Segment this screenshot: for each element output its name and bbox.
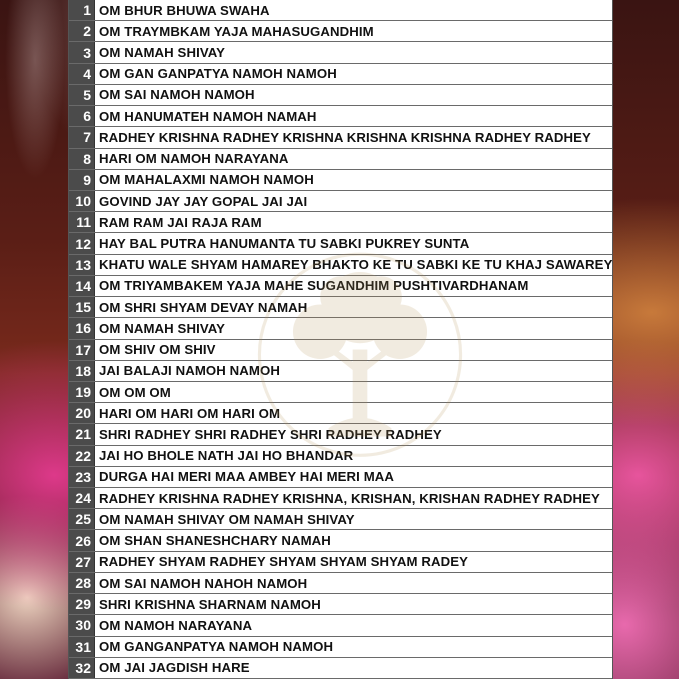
table-row (69, 64, 612, 85)
row-number: 4 (69, 64, 95, 84)
mantra-text: HARI OM HARI OM HARI OM (99, 405, 281, 421)
table-row (69, 42, 612, 63)
table-row (69, 149, 612, 170)
row-number: 22 (69, 446, 95, 466)
table-row (69, 509, 612, 530)
mantra-text: JAI HO BHOLE NATH JAI HO BHANDAR (99, 448, 354, 464)
row-number: 7 (69, 127, 95, 147)
row-number: 6 (69, 106, 95, 126)
row-number: 10 (69, 191, 95, 211)
mantra-text: SHRI KRISHNA SHARNAM NAMOH (99, 596, 321, 612)
table-row (69, 382, 612, 403)
mantra-text: OM SHIV OM SHIV (99, 342, 216, 358)
table-row (69, 488, 612, 509)
table-row (69, 530, 612, 551)
row-number: 5 (69, 85, 95, 105)
mantra-text: OM NAMAH SHIVAY (99, 320, 226, 336)
table-row (69, 21, 612, 42)
mantra-text: OM NAMAH SHIVAY OM NAMAH SHIVAY (99, 511, 355, 527)
row-number: 27 (69, 552, 95, 572)
table-row (69, 85, 612, 106)
table-row (69, 212, 612, 233)
table-row (69, 255, 612, 276)
table-row (69, 658, 612, 679)
table-row (69, 424, 612, 445)
table-row (69, 127, 612, 148)
mantra-text: RADHEY KRISHNA RADHEY KRISHNA, KRISHAN, KRISHAN RADHEY RADHEY (99, 490, 600, 506)
mantra-text: JAI BALAJI NAMOH NAMOH (99, 363, 280, 379)
mantra-text: GOVIND JAY JAY GOPAL JAI JAI (99, 193, 308, 209)
row-number: 20 (69, 403, 95, 423)
row-number: 24 (69, 488, 95, 508)
row-number: 18 (69, 361, 95, 381)
table-row (69, 615, 612, 636)
row-number: 17 (69, 340, 95, 360)
row-number: 2 (69, 21, 95, 41)
table-row (69, 106, 612, 127)
row-number: 31 (69, 637, 95, 657)
table-row (69, 340, 612, 361)
row-number: 25 (69, 509, 95, 529)
row-number: 12 (69, 233, 95, 253)
mantra-text: RADHEY SHYAM RADHEY SHYAM SHYAM SHYAM RADEY (99, 554, 468, 570)
table-row (69, 552, 612, 573)
mantra-text: HAY BAL PUTRA HANUMANTA TU SABKI PUKREY SUNTA (99, 236, 470, 252)
row-number: 13 (69, 255, 95, 275)
mantra-text: HARI OM NAMOH NARAYANA (99, 151, 289, 167)
mantra-text: OM JAI JAGDISH HARE (99, 660, 250, 676)
table-row (69, 276, 612, 297)
row-number: 11 (69, 212, 95, 232)
table-row (69, 318, 612, 339)
row-number: 15 (69, 297, 95, 317)
table-row (69, 594, 612, 615)
mantra-text: OM SHAN SHANESHCHARY NAMAH (99, 533, 331, 549)
mantra-text: DURGA HAI MERI MAA AMBEY HAI MERI MAA (99, 469, 395, 485)
row-number: 8 (69, 149, 95, 169)
table-row (69, 467, 612, 488)
table-row (69, 361, 612, 382)
table-row (69, 233, 612, 254)
mantra-list-table (68, 0, 613, 679)
mantra-text: RADHEY KRISHNA RADHEY KRISHNA KRISHNA KRISHNA RADHEY RADHEY (99, 129, 591, 145)
row-number: 28 (69, 573, 95, 593)
mantra-text: OM TRAYMBKAM YAJA MAHASUGANDHIM (99, 23, 374, 39)
row-number: 32 (69, 658, 95, 678)
mantra-text: OM SHRI SHYAM DEVAY NAMAH (99, 299, 308, 315)
table-row (69, 0, 612, 21)
mantra-text: OM GANGANPATYA NAMOH NAMOH (99, 639, 334, 655)
table-row (69, 403, 612, 424)
mantra-text: KHATU WALE SHYAM HAMAREY BHAKTO KE TU SABKI KE TU KHAJ SAWAREY (99, 257, 612, 273)
table-row (69, 446, 612, 467)
row-number: 1 (69, 0, 95, 20)
mantra-text: OM HANUMATEH NAMOH NAMAH (99, 108, 317, 124)
row-number: 16 (69, 318, 95, 338)
mantra-text: OM SAI NAMOH NAHOH NAMOH (99, 575, 308, 591)
row-number: 9 (69, 170, 95, 190)
mantra-text: OM OM OM (99, 384, 171, 400)
row-number: 21 (69, 424, 95, 444)
row-number: 23 (69, 467, 95, 487)
mantra-text: OM BHUR BHUWA SWAHA (99, 2, 270, 18)
mantra-text: OM GAN GANPATYA NAMOH NAMOH (99, 66, 337, 82)
row-number: 19 (69, 382, 95, 402)
table-row (69, 191, 612, 212)
row-number: 29 (69, 594, 95, 614)
mantra-text: OM MAHALAXMI NAMOH NAMOH (99, 172, 314, 188)
table-row (69, 170, 612, 191)
table-row (69, 573, 612, 594)
table-row (69, 637, 612, 658)
mantra-text: OM TRIYAMBAKEM YAJA MAHE SUGANDHIM PUSHTIVARDHANAM (99, 278, 529, 294)
row-number: 14 (69, 276, 95, 296)
incense-smoke (0, 0, 70, 200)
mantra-text: OM NAMOH NARAYANA (99, 617, 253, 633)
mantra-text: OM NAMAH SHIVAY (99, 45, 226, 61)
mantra-text: SHRI RADHEY SHRI RADHEY SHRI RADHEY RADHEY (99, 426, 442, 442)
row-number: 3 (69, 42, 95, 62)
table-row (69, 297, 612, 318)
row-number: 26 (69, 530, 95, 550)
row-number: 30 (69, 615, 95, 635)
mantra-text: RAM RAM JAI RAJA RAM (99, 214, 262, 230)
mantra-text: OM SAI NAMOH NAMOH (99, 87, 255, 103)
